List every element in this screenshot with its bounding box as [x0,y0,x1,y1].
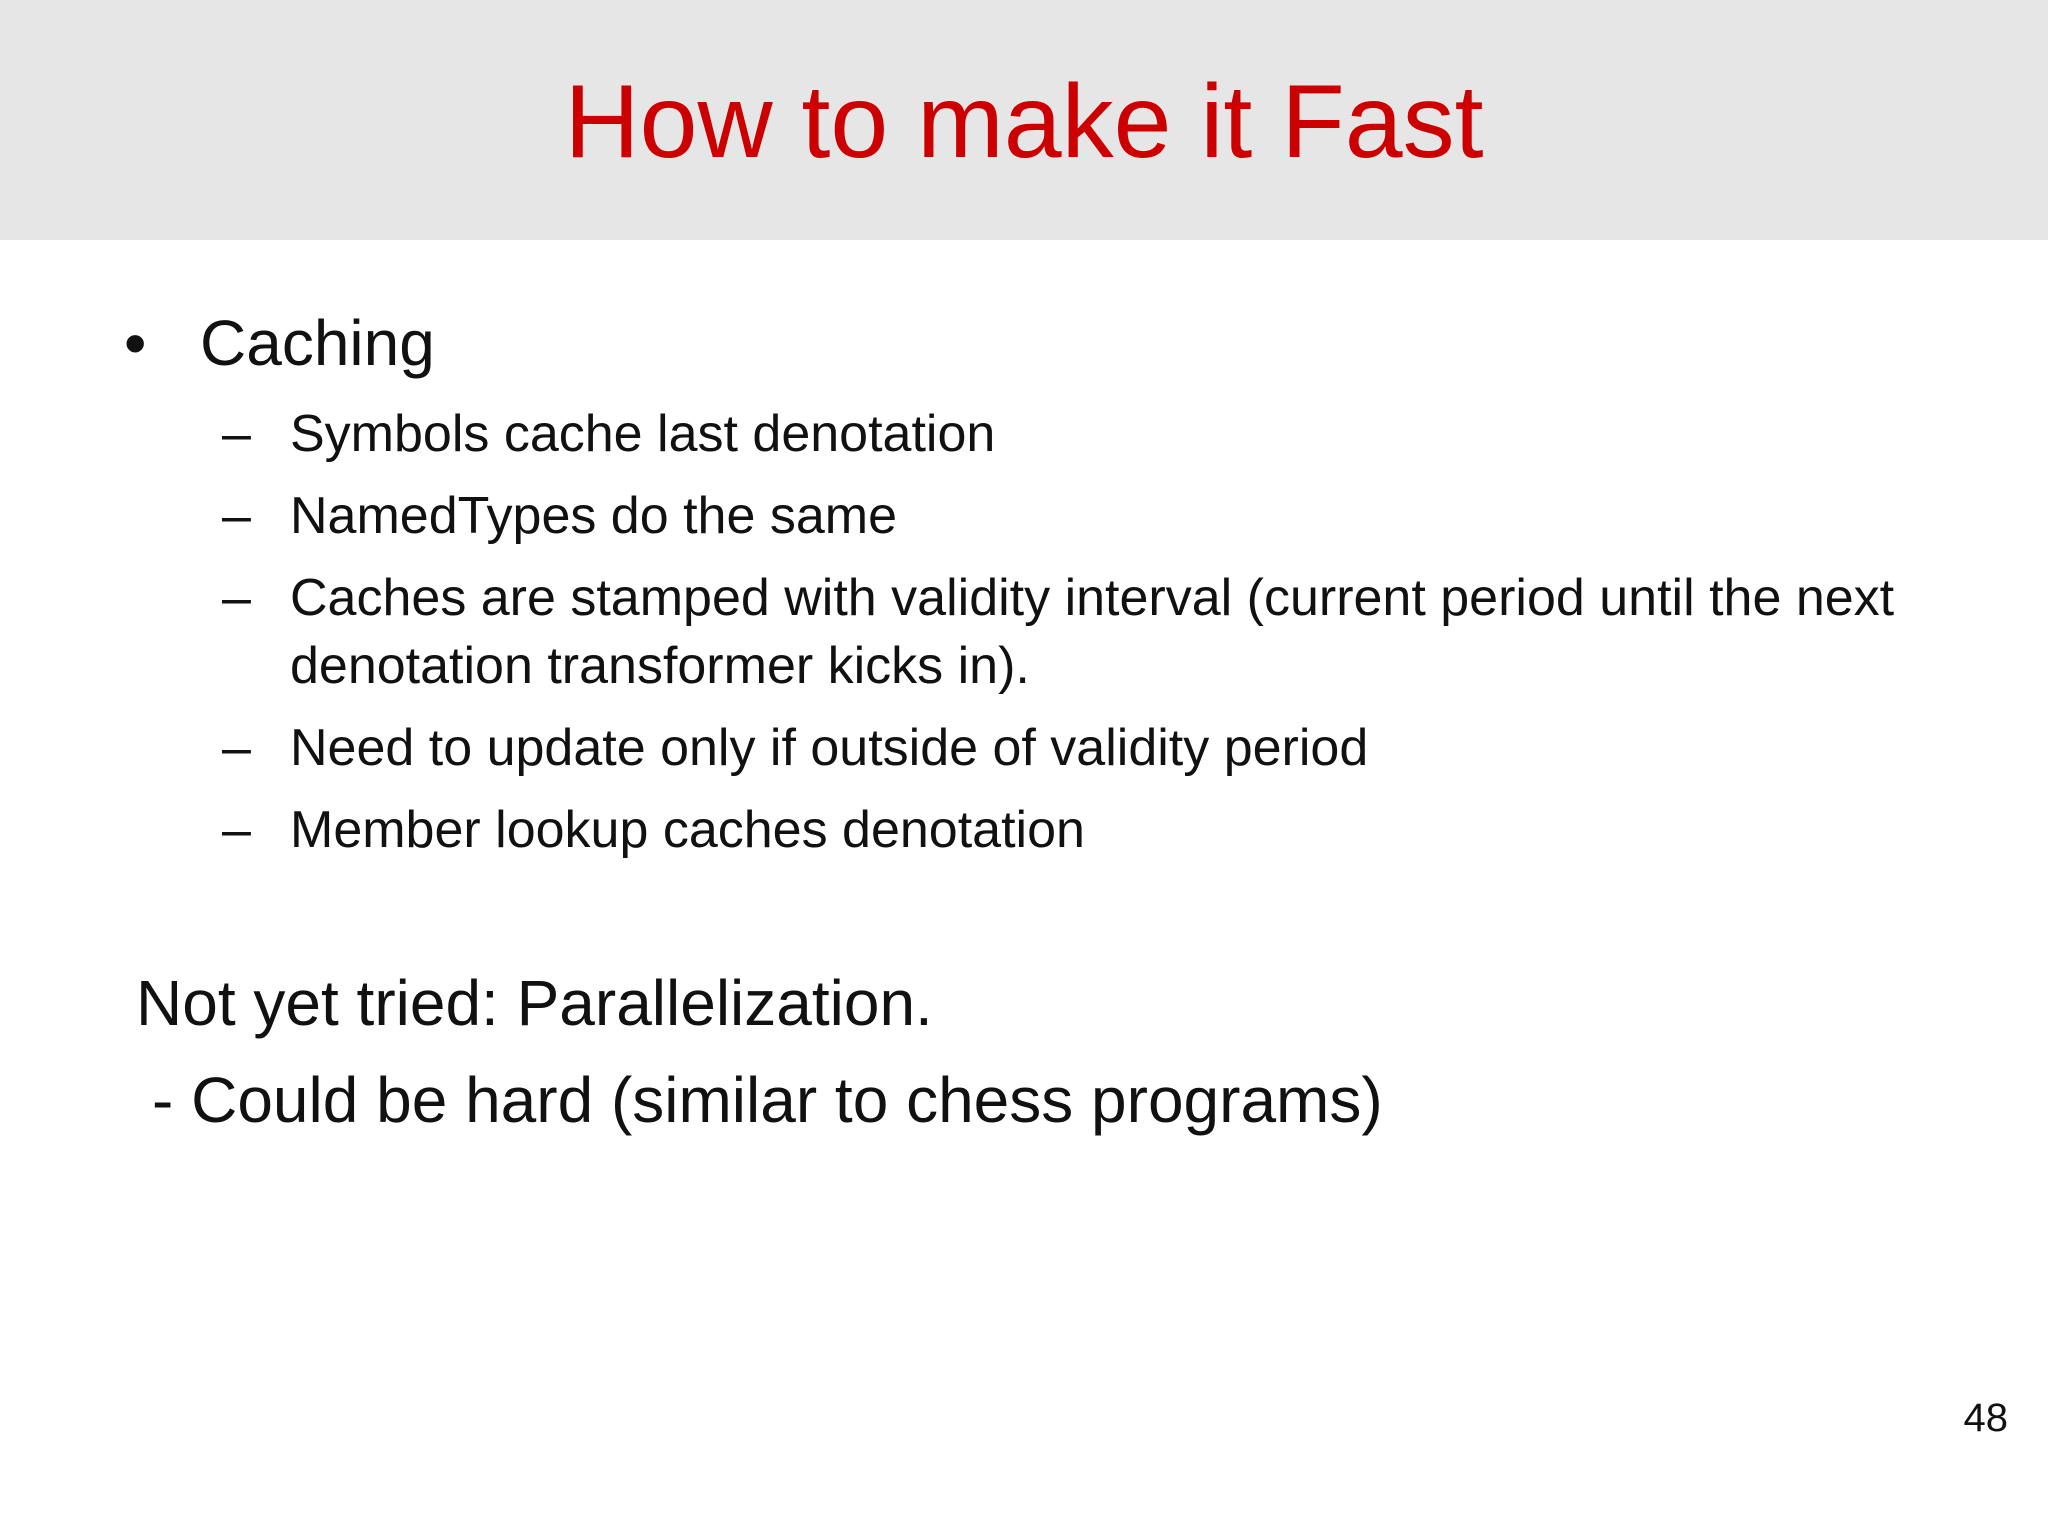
dash-marker: – [222,569,251,627]
bullet-text: Caching [200,307,435,379]
sub-bullet-item [222,482,2002,550]
dash-marker: – [222,801,251,859]
sub-bullet-text: Need to update only if outside of validity period [290,719,1369,777]
sub-bullet-item [222,714,2002,782]
title-bar [0,0,2048,240]
sub-bullet-text: NamedTypes do the same [290,487,897,545]
sub-bullet-item [222,796,2002,864]
note-could-be-hard: - Could be hard (similar to chess programs) [152,1064,1383,1136]
sub-bullet-item [222,564,2002,700]
slide-title: How to make it Fast [564,64,1484,180]
dash-marker: – [222,405,251,463]
bullet-marker: • [124,307,147,379]
sub-bullet-text: Member lookup caches denotation [290,801,1085,859]
sub-bullet-text: Caches are stamped with validity interval (current period until the next denotation transformer kicks in). [290,569,1895,695]
dash-marker: – [222,719,251,777]
note-parallelization: Not yet tried: Parallelization. [136,967,933,1039]
page-number: 48 [1963,1396,2008,1440]
dash-marker: – [222,487,251,545]
sub-bullet-text: Symbols cache last denotation [290,405,996,463]
sub-bullet-list [222,400,2002,878]
sub-bullet-item [222,400,2002,468]
